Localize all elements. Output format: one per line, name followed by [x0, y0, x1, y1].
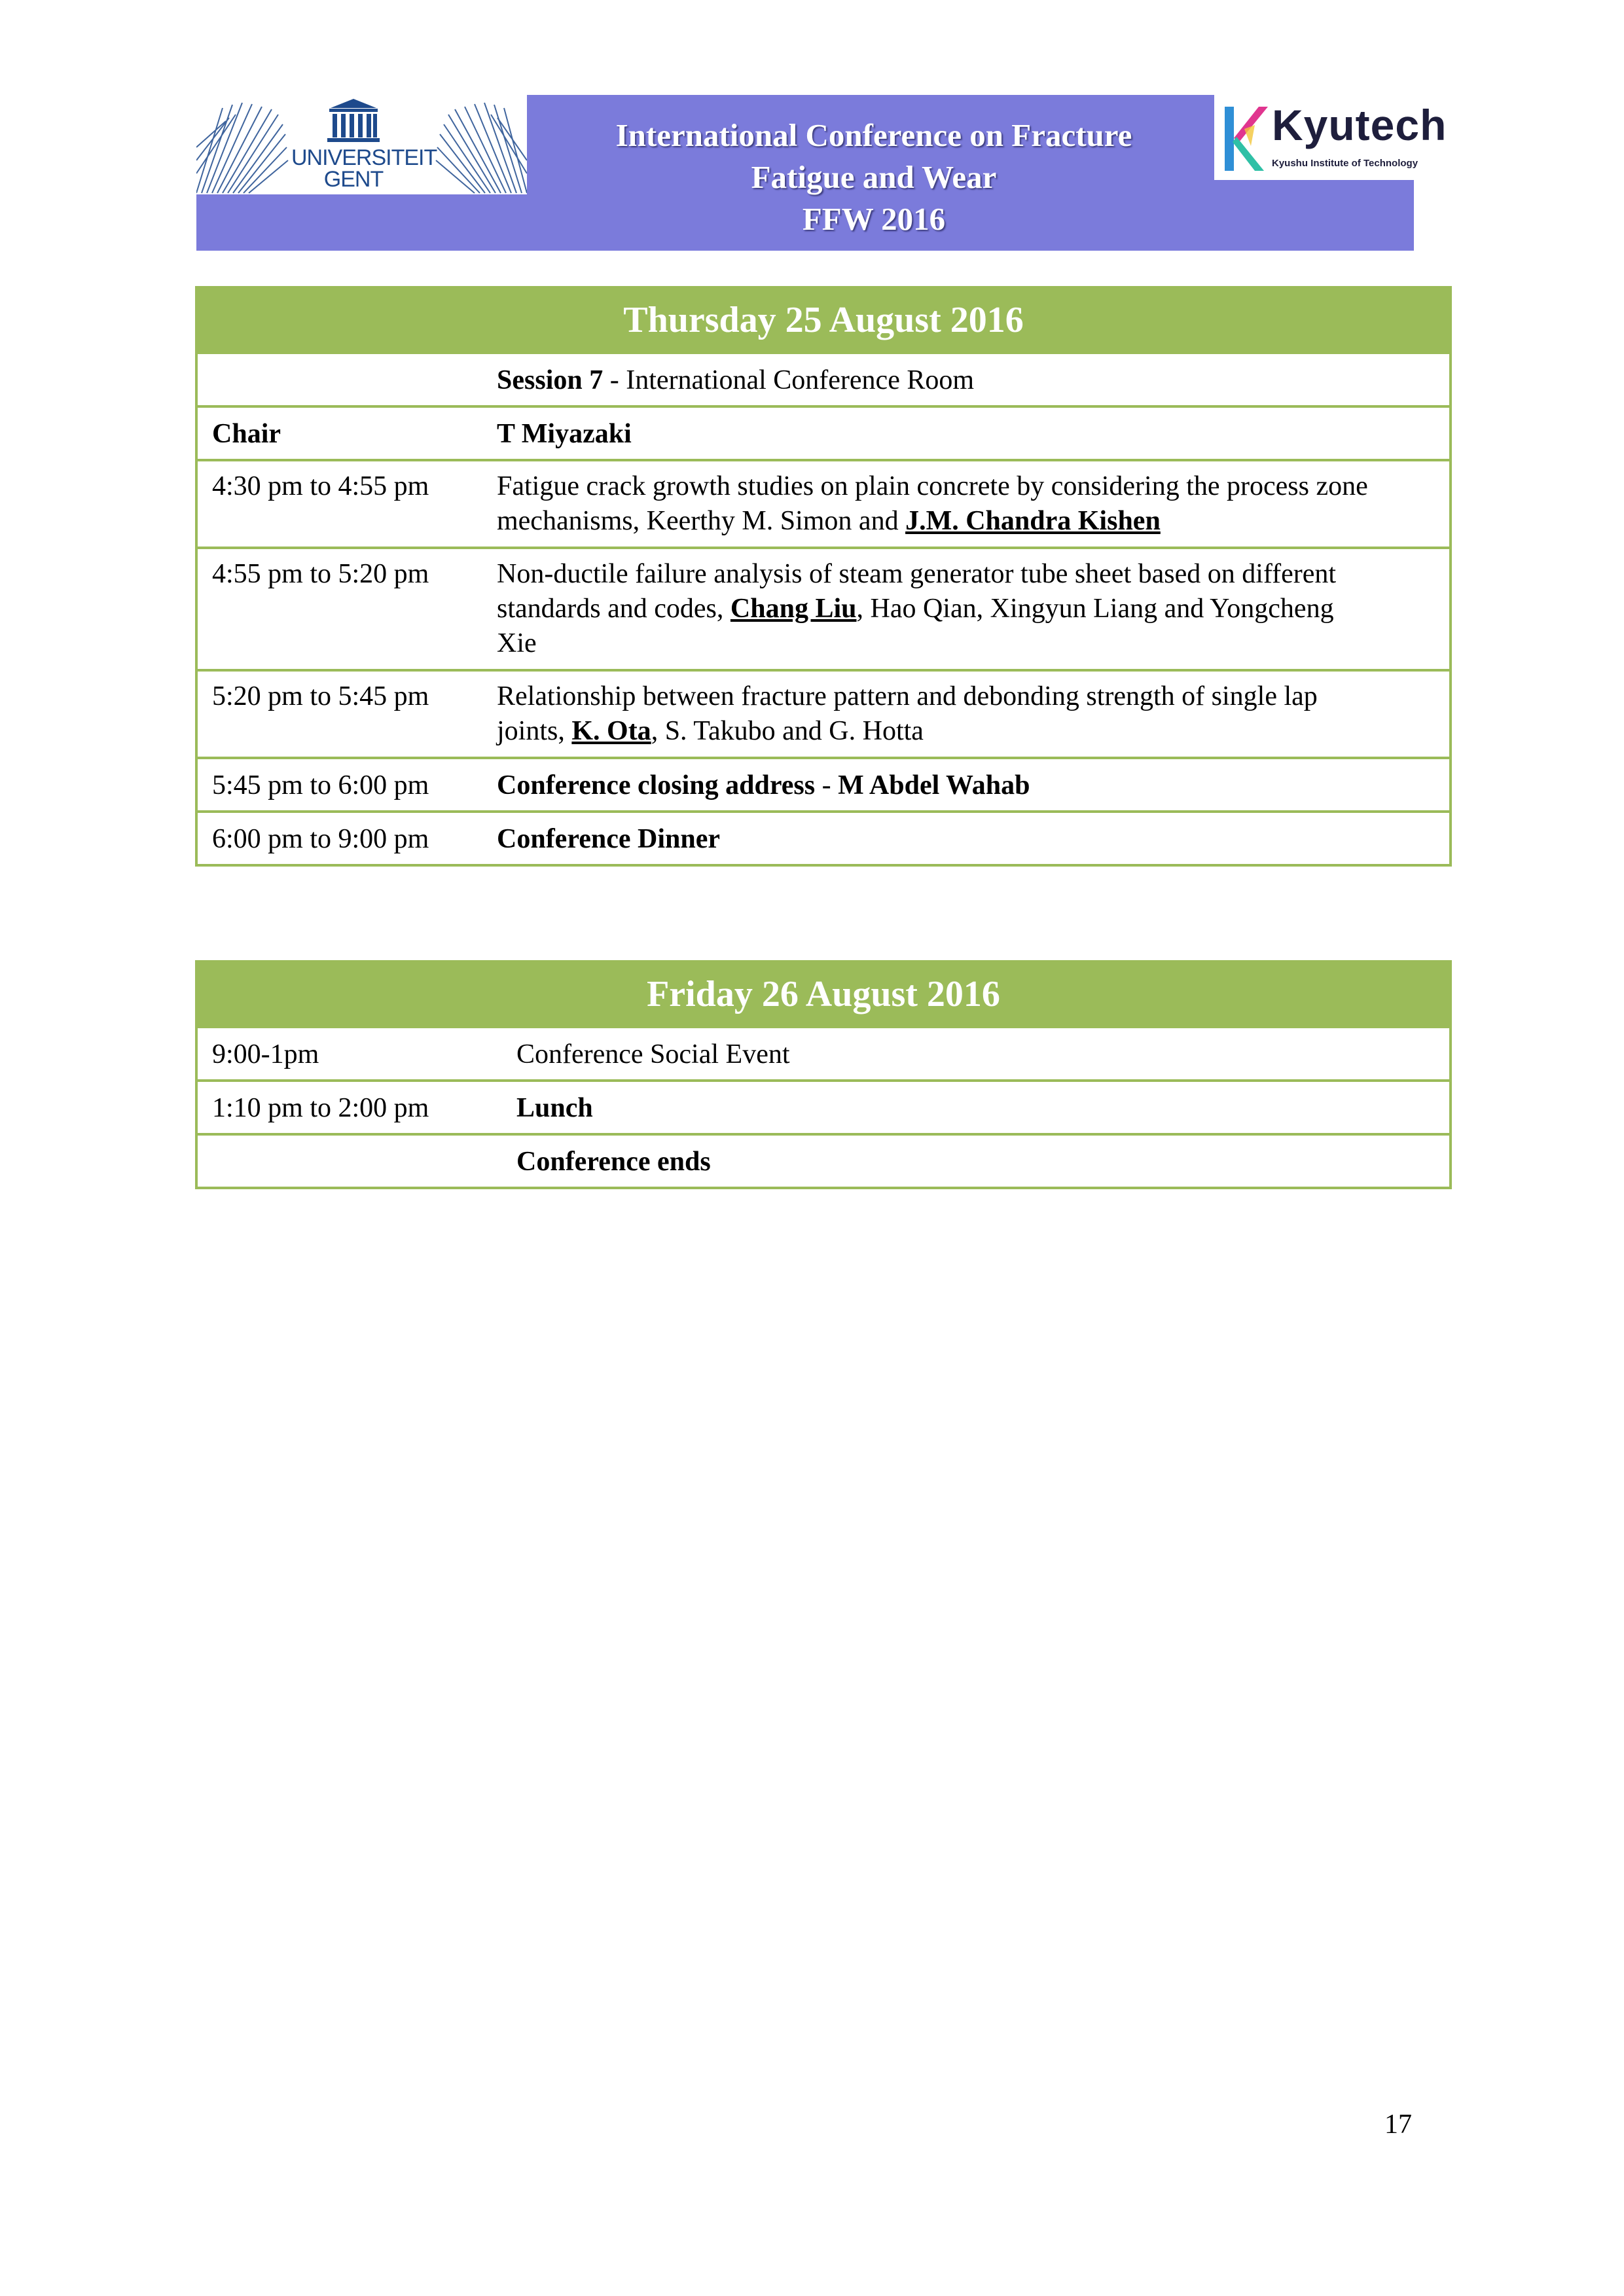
thursday-schedule-table: [195, 286, 1452, 867]
talk-description: Relationship between fracture pattern and debonding strength of single lap joints, K. Ota, S. Takubo and G. Hotta: [497, 681, 1318, 746]
chair-label: Chair: [212, 419, 281, 449]
kyutech-subtitle: Kyushu Institute of Technology: [1272, 158, 1418, 169]
presenter-name: J.M. Chandra Kishen: [905, 506, 1161, 536]
time-slot: 1:10 pm to 2:00 pm: [212, 1093, 429, 1123]
event-description: Conference Social Event: [516, 1039, 790, 1069]
closing-address: Conference closing address - M Abdel Wahab: [497, 770, 1030, 800]
event-description: Conference ends: [516, 1147, 711, 1177]
conference-dinner: Conference Dinner: [497, 824, 720, 854]
table-row: [198, 757, 1449, 810]
kyutech-name: Kyutech: [1272, 101, 1447, 149]
chair-name: T Miyazaki: [497, 419, 632, 449]
talk-description: Fatigue crack growth studies on plain concrete by considering the process zone mechanisms, Keerthy M. Simon and J.M. Chandra Kishen: [497, 471, 1368, 536]
kyutech-k-icon: [1218, 99, 1271, 177]
talk-description: Non-ductile failure analysis of steam generator tube sheet based on different standards and codes, Chang Liu, Hao Qian, Xingyun Liang and Yongcheng Xie: [497, 559, 1337, 658]
table-row: [198, 547, 1449, 669]
conference-title: International Conference on Fracture Fatigue and Wear FFW 2016: [615, 117, 1132, 237]
time-slot: 9:00-1pm: [212, 1039, 319, 1069]
kyutech-logo: [1214, 95, 1447, 180]
presenter-name: K. Ota: [571, 716, 651, 746]
time-slot: 6:00 pm to 9:00 pm: [212, 824, 429, 854]
presenter-name: Chang Liu: [730, 594, 857, 624]
table-row: [198, 669, 1449, 757]
friday-schedule-table: [195, 960, 1452, 1189]
time-slot: 4:30 pm to 4:55 pm: [212, 471, 429, 501]
table-row: [198, 459, 1449, 547]
table-row: [198, 810, 1449, 864]
time-slot: 5:45 pm to 6:00 pm: [212, 770, 429, 800]
page-number: 17: [1384, 2109, 1412, 2140]
thursday-heading: Thursday 25 August 2016: [198, 289, 1449, 351]
ugent-logo: [196, 95, 527, 194]
table-row: [198, 1079, 1449, 1133]
session-row: [198, 351, 1449, 405]
table-row: [198, 1026, 1449, 1079]
session-info: [497, 363, 1437, 398]
chair-row: [198, 405, 1449, 459]
time-slot: 4:55 pm to 5:20 pm: [212, 559, 429, 589]
banner-left-strip: [196, 194, 527, 251]
conference-banner: [196, 95, 1447, 251]
friday-heading: Friday 26 August 2016: [198, 963, 1449, 1026]
temple-icon: [327, 99, 380, 142]
event-description: Lunch: [516, 1093, 593, 1123]
session-room: - International Conference Room: [603, 365, 975, 395]
ugent-logo-text: UNIVERSITEIT GENT: [291, 145, 437, 192]
session-label: Session 7: [497, 365, 604, 395]
time-slot: 5:20 pm to 5:45 pm: [212, 681, 429, 711]
table-row: [198, 1133, 1449, 1187]
